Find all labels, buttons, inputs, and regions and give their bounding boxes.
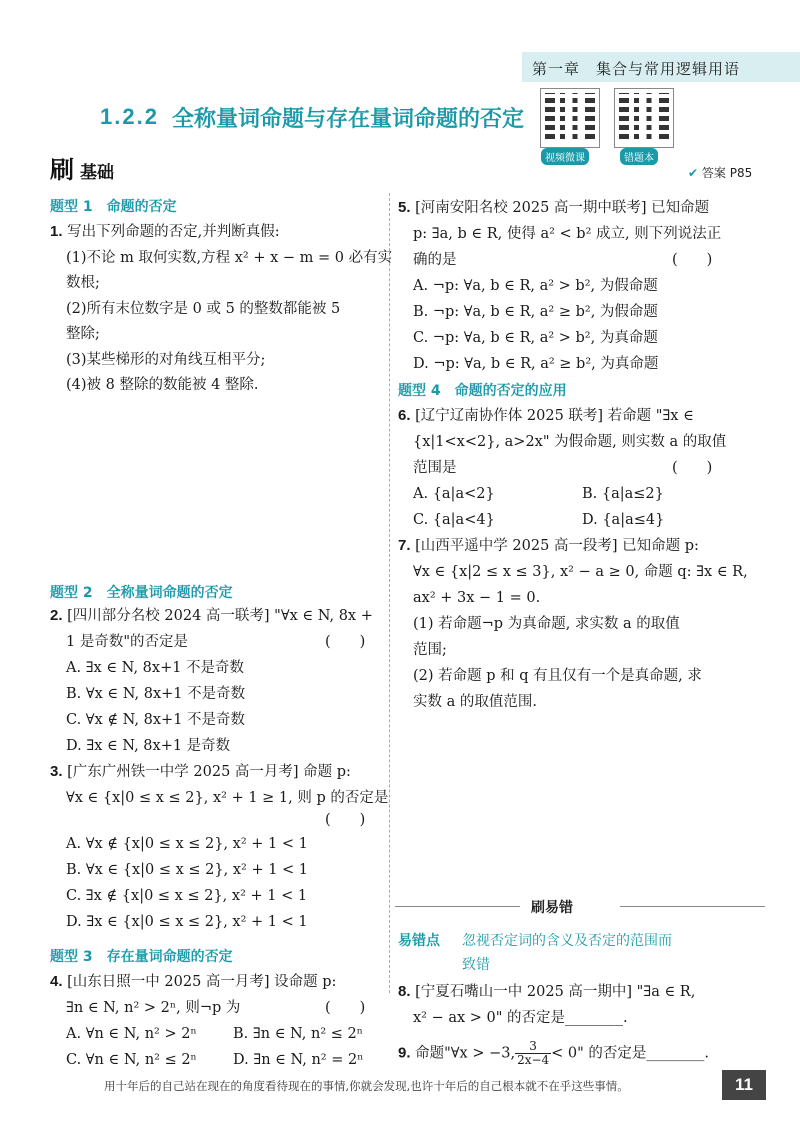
q6-line: {x|1<x<2}, a>2x" 为假命题, 则实数 a 的取值: [413, 434, 727, 450]
q4-option[interactable]: C. ∀n ∈ N, n² ≤ 2ⁿ: [66, 1052, 197, 1068]
q7-line: (2) 若命题 p 和 q 有且仅有一个是真命题, 求: [413, 668, 702, 684]
q6-option[interactable]: A. {a|a<2}: [413, 486, 495, 502]
q7-line: 实数 a 的取值范围.: [413, 694, 537, 710]
q7-line: [398, 536, 699, 556]
q3-number: 3.: [50, 763, 63, 780]
q1-line: (1)不论 m 取何实数,方程 x² + x − m = 0 必有实: [66, 250, 393, 266]
q7-line: ∀x ∈ {x|2 ≤ x ≤ 3}, x² − a ≥ 0, 命题 q: ∃x ∈ R,: [413, 564, 748, 580]
q1-line: (2)所有末位数字是 0 或 5 的整数都能被 5: [66, 301, 341, 317]
q5-option[interactable]: C. ¬p: ∀a, b ∈ R, a² > b², 为真命题: [413, 330, 658, 346]
q2-answer-paren: ( ): [325, 634, 366, 650]
q1-text: 写出下列命题的否定,并判断真假:: [67, 224, 280, 240]
q1-line: 数根;: [66, 275, 100, 291]
q9-text-post[interactable]: < 0" 的否定是________.: [551, 1045, 710, 1062]
q3-option[interactable]: C. ∃x ∉ {x|0 ≤ x ≤ 2}, x² + 1 < 1: [66, 888, 308, 904]
q9-fraction: [515, 1040, 551, 1067]
q2-option[interactable]: A. ∃x ∈ N, 8x+1 不是奇数: [66, 660, 245, 676]
q1-line: [50, 222, 280, 242]
q8-line: [398, 982, 695, 1002]
q2-text: [四川部分名校 2024 高一联考] "∀x ∈ N, 8x +: [67, 608, 373, 624]
q9-numerator: 3: [515, 1040, 551, 1054]
q7-text: [山西平遥中学 2025 高一段考] 已知命题 p:: [415, 538, 699, 554]
q5-option[interactable]: A. ¬p: ∀a, b ∈ R, a² > b², 为假命题: [413, 278, 658, 294]
topic-1-heading: 题型 1 命题的否定: [50, 199, 177, 215]
q5-option[interactable]: B. ¬p: ∀a, b ∈ R, a² ≥ b², 为假命题: [413, 304, 658, 320]
column-divider: [389, 193, 390, 993]
footer-quote: 用十年后的自己站在现在的角度看待现在的事情,你就会发现,也许十年后的自己根本就不在乎这些事情。: [104, 1079, 629, 1093]
q7-line: (1) 若命题¬p 为真命题, 求实数 a 的取值: [413, 616, 680, 632]
q2-number: 2.: [50, 607, 63, 624]
topic-3-heading: 题型 3 存在量词命题的否定: [50, 949, 233, 965]
error-section-title: 刷易错: [525, 897, 579, 917]
q4-option[interactable]: D. ∃n ∈ N, n² = 2ⁿ: [233, 1052, 364, 1068]
q6-option[interactable]: C. {a|a<4}: [413, 512, 495, 528]
q4-text: [山东日照一中 2025 高一月考] 设命题 p:: [67, 974, 337, 990]
answer-ref-text: 答案 P85: [701, 166, 753, 180]
q5-option[interactable]: D. ¬p: ∀a, b ∈ R, a² ≥ b², 为真命题: [413, 356, 659, 372]
chapter-title: 第一章 集合与常用逻辑用语: [532, 60, 741, 78]
q5-number: 5.: [398, 199, 411, 216]
q4-option[interactable]: A. ∀n ∈ N, n² > 2ⁿ: [66, 1026, 197, 1042]
q2-option[interactable]: D. ∃x ∈ N, 8x+1 是奇数: [66, 738, 231, 754]
error-point-text: 忽视否定词的含义及否定的范围而: [462, 933, 672, 949]
q2-option[interactable]: B. ∀x ∈ N, 8x+1 不是奇数: [66, 686, 246, 702]
banner-rule-right: [620, 906, 765, 907]
q3-answer-paren: ( ): [325, 812, 366, 828]
q6-text: [辽宁辽南协作体 2025 联考] 若命题 "∃x ∈: [415, 408, 694, 424]
q1-line: (4)被 8 整除的数能被 4 整除.: [66, 377, 259, 393]
q7-number: 7.: [398, 537, 411, 554]
q9-text-pre: 命题"∀x > −3,: [415, 1045, 516, 1062]
q9-line: [398, 1040, 709, 1067]
q5-line: [398, 198, 709, 218]
q3-option[interactable]: B. ∀x ∈ {x|0 ≤ x ≤ 2}, x² + 1 < 1: [66, 862, 309, 878]
q1-number: 1.: [50, 223, 63, 240]
q6-line: [398, 406, 694, 426]
answer-reference[interactable]: [688, 164, 752, 181]
q7-line: 范围;: [413, 642, 447, 658]
qr-code-mistakes[interactable]: [614, 88, 674, 148]
q1-line: 整除;: [66, 326, 100, 342]
error-point-label: 易错点: [398, 933, 440, 949]
banner-rule-left: [395, 906, 520, 907]
q2-line: [50, 606, 373, 626]
q3-option[interactable]: D. ∃x ∈ {x|0 ≤ x ≤ 2}, x² + 1 < 1: [66, 914, 308, 930]
q2-line: 1 是奇数"的否定是: [66, 634, 189, 650]
q9-number: 9.: [398, 1044, 411, 1062]
q3-text: [广东广州铁一中学 2025 高一月考] 命题 p:: [67, 764, 351, 780]
page-number: 11: [722, 1070, 766, 1100]
section-number: 1.2.2: [100, 104, 159, 129]
q5-text: [河南安阳名校 2025 高一期中联考] 已知命题: [415, 200, 710, 216]
q6-number: 6.: [398, 407, 411, 424]
q4-option[interactable]: B. ∃n ∈ N, n² ≤ 2ⁿ: [233, 1026, 364, 1042]
q2-option[interactable]: C. ∀x ∉ N, 8x+1 不是奇数: [66, 712, 246, 728]
q3-line: [50, 762, 351, 782]
brush-icon: 刷: [50, 156, 74, 184]
chapter-tab: [522, 52, 800, 82]
section-title: 全称量词命题与存在量词命题的否定: [172, 107, 525, 132]
qr-caption-mistakes: 错题本: [620, 148, 658, 165]
q5-line: 确的是: [413, 252, 457, 268]
qr-code-video[interactable]: [540, 88, 600, 148]
q4-line: ∃n ∈ N, n² > 2ⁿ, 则¬p 为: [66, 1000, 241, 1016]
qr-caption-video: 视频微课: [541, 148, 589, 165]
q7-line: ax² + 3x − 1 = 0.: [413, 590, 541, 606]
q1-line: (3)某些梯形的对角线互相平分;: [66, 352, 266, 368]
q6-option[interactable]: B. {a|a≤2}: [582, 486, 664, 502]
topic-4-heading: 题型 4 命题的否定的应用: [398, 383, 567, 399]
q8-number: 8.: [398, 983, 411, 1000]
q6-option[interactable]: D. {a|a≤4}: [582, 512, 665, 528]
check-icon: ✔: [688, 166, 699, 180]
q3-option[interactable]: A. ∀x ∉ {x|0 ≤ x ≤ 2}, x² + 1 < 1: [66, 836, 308, 852]
q4-answer-paren: ( ): [325, 1000, 366, 1016]
q6-answer-paren: ( ): [672, 460, 713, 476]
q6-line: 范围是: [413, 460, 457, 476]
q8-line[interactable]: x² − ax > 0" 的否定是________.: [413, 1010, 628, 1026]
section-label-basic: 基础: [80, 163, 114, 183]
q4-number: 4.: [50, 973, 63, 990]
q5-line: p: ∃a, b ∈ R, 使得 a² < b² 成立, 则下列说法正: [413, 226, 722, 242]
q5-answer-paren: ( ): [672, 252, 713, 268]
q9-denominator: 2x−4: [517, 1053, 550, 1067]
q4-line: [50, 972, 336, 992]
error-section-banner: [395, 897, 765, 915]
q3-line: ∀x ∈ {x|0 ≤ x ≤ 2}, x² + 1 ≥ 1, 则 p 的否定是: [66, 790, 389, 806]
q8-text: [宁夏石嘴山一中 2025 高一期中] "∃a ∈ R,: [415, 984, 696, 1000]
topic-2-heading: 题型 2 全称量词命题的否定: [50, 585, 233, 601]
error-point-text: 致错: [462, 957, 490, 973]
